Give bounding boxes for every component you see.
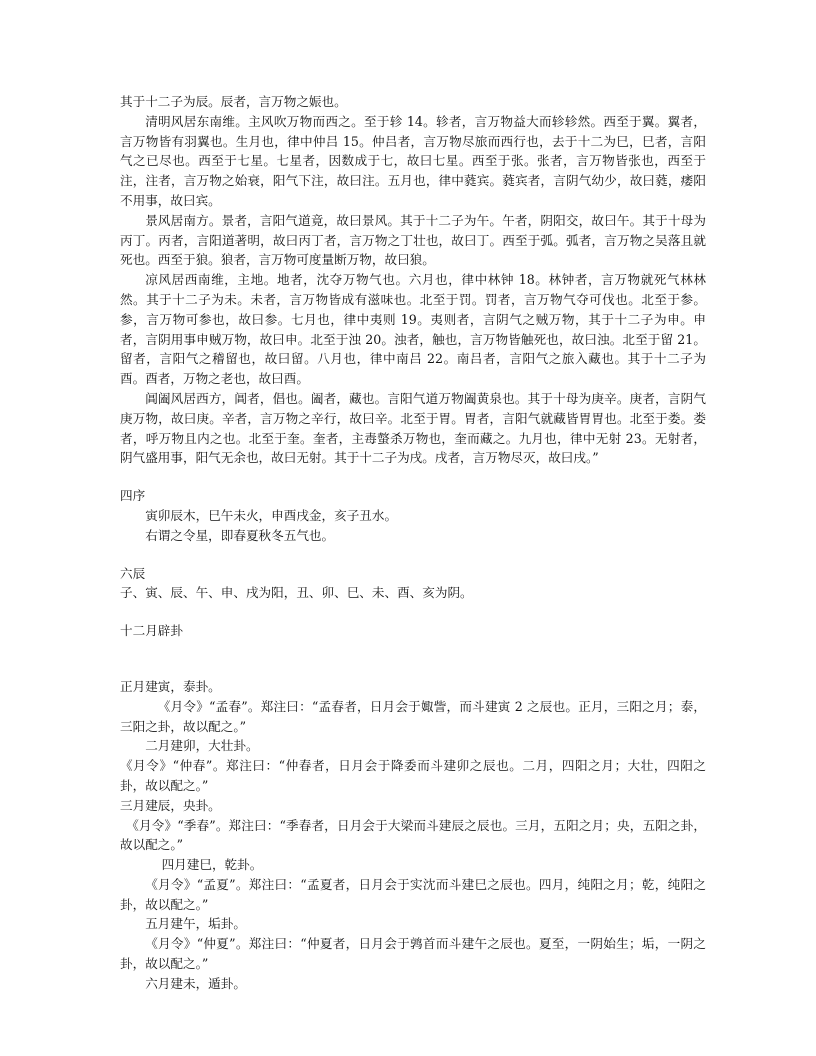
bigua-month-3: 三月建辰，央卦。 [120, 797, 221, 813]
bigua-note-5: 《月令》“仲夏”。郑注曰：“仲夏者，日月会于鹑首而斗建午之辰也。夏至，一阴始生；垢，一阴之卦，故以配之。” [120, 936, 706, 972]
bigua-note-2: 《月令》“仲春”。郑注曰：“仲春者，日月会于降委而斗建卯之辰也。二月，四阳之月；大壮，四阳之卦，故以配之。” [120, 758, 706, 793]
bigua-month-5: 五月建午，垢卦。 [145, 916, 246, 932]
bigua-note-4: 《月令》“孟夏”。郑注曰：“孟夏者，日月会于实沈而斗建巳之辰也。四月，纯阳之月；乾，纯阳之卦，故以配之。” [120, 876, 706, 912]
spacer [120, 468, 706, 486]
spacer [120, 641, 706, 677]
bigua-month-4: 四月建巳，乾卦。 [161, 857, 263, 873]
paragraph-qingming-wind: 清明风居东南维。主风吹万物而西之。至于轸 14。轸者，言万物益大而轸轸然。西至于翼。翼者，言万物皆有羽翼也。生月也，律中仲吕 15。仲吕者，言万物尽旅而西行也，去于十二为巳，巳者，言阳气之已尽也。西至于七星。七星者，因数成于七，故曰七星。西至于张。张者，言万物皆张也，西至于注，注者，言万物之始衰，阳气下注，故曰注。五月也，律中蕤宾。蕤宾者，言阴气幼少，故曰蕤，痿阳不用事，故曰宾。 [120, 113, 706, 208]
bigua-note-3: 《月令》“季春”。郑注曰：“季春者，日月会于大梁而斗建辰之辰也。三月，五阳之月；央，五阳之卦，故以配之。” [120, 817, 706, 853]
liuchen-line-1: 子、寅、辰、午、申、戌为阳，丑、卯、巳、未、酉、亥为阴。 [120, 585, 473, 601]
paragraph-liang-wind: 凉风居西南维，主地。地者，沈夺万物气也。六月也，律中林钟 18。林钟者，言万物就死气林林然。其于十二子为未。未者，言万物皆成有滋味也。北至于罚。罚者，言万物气夺可伐也。北至于参。参，言万物可参也，故曰参。七月也，律中夷则 19。夷则者，言阴气之贼万物，其于十二子为申。申者，言阴用事申贼万物，故曰申。北至于浊 20。浊者，触也，言万物皆触死也，故曰浊。北至于留 21。留者，言阳气之稽留也，故曰留。八月也，律中南吕 22。南吕者，言阳气之旅入藏也。其于十二子为酉。酉者，万物之老也，故曰酉。 [120, 272, 706, 387]
section-title-sixu: 四序 [120, 488, 146, 504]
bigua-month-2: 二月建卯，大壮卦。 [145, 738, 259, 754]
paragraph-chen: 其于十二子为辰。辰者，言万物之娠也。 [120, 94, 347, 109]
sixu-line-1: 寅卯辰木，巳午未火，申酉戌金，亥子丑水。 [145, 507, 398, 523]
spacer [120, 603, 706, 621]
bigua-month-6: 六月建未，遁卦。 [145, 975, 246, 991]
bigua-note-1: 《月令》“孟春”。郑注曰：“孟春者，日月会于娵訾，而斗建寅 2 之辰也。正月，三阳之月；泰，三阳之卦，故以配之。” [120, 698, 706, 734]
spacer [120, 546, 706, 564]
bigua-month-1: 正月建寅，泰卦。 [120, 678, 221, 694]
document-page [120, 92, 706, 994]
section-title-liuchen: 六辰 [120, 565, 146, 581]
section-title-bigua: 十二月辟卦 [120, 623, 183, 639]
paragraph-jing-wind: 景风居南方。景者，言阳气道竟，故曰景风。其于十二子为午。午者，阴阳交，故曰午。其于十母为丙丁。丙者，言阳道著明，故曰丙丁者，言万物之丁壮也，故曰丁。西至于弧。弧者，言万物之吴落且就死也。西至于狼。狼者，言万物可度量断万物，故曰狼。 [120, 212, 706, 268]
sixu-line-2: 右谓之令星，即春夏秋冬五气也。 [145, 527, 335, 543]
paragraph-changhe-wind: 阊阖风居西方，阊者，倡也。阖者，藏也。言阳气道万物阖黄泉也。其于十母为庚辛。庚者，言阴气庚万物，故曰庚。辛者，言万物之辛行，故曰辛。北至于胃。胃者，言阳气就藏皆胃胃也。北至于娄。娄者，呼万物且内之也。北至于奎。奎者，主毒螫杀万物也，奎而藏之。九月也，律中无射 23。无射者，阴气盛用事，阳气无余也，故曰无射。其于十二子为戌。戌者，言万物尽灭，故曰戌。” [120, 390, 706, 466]
